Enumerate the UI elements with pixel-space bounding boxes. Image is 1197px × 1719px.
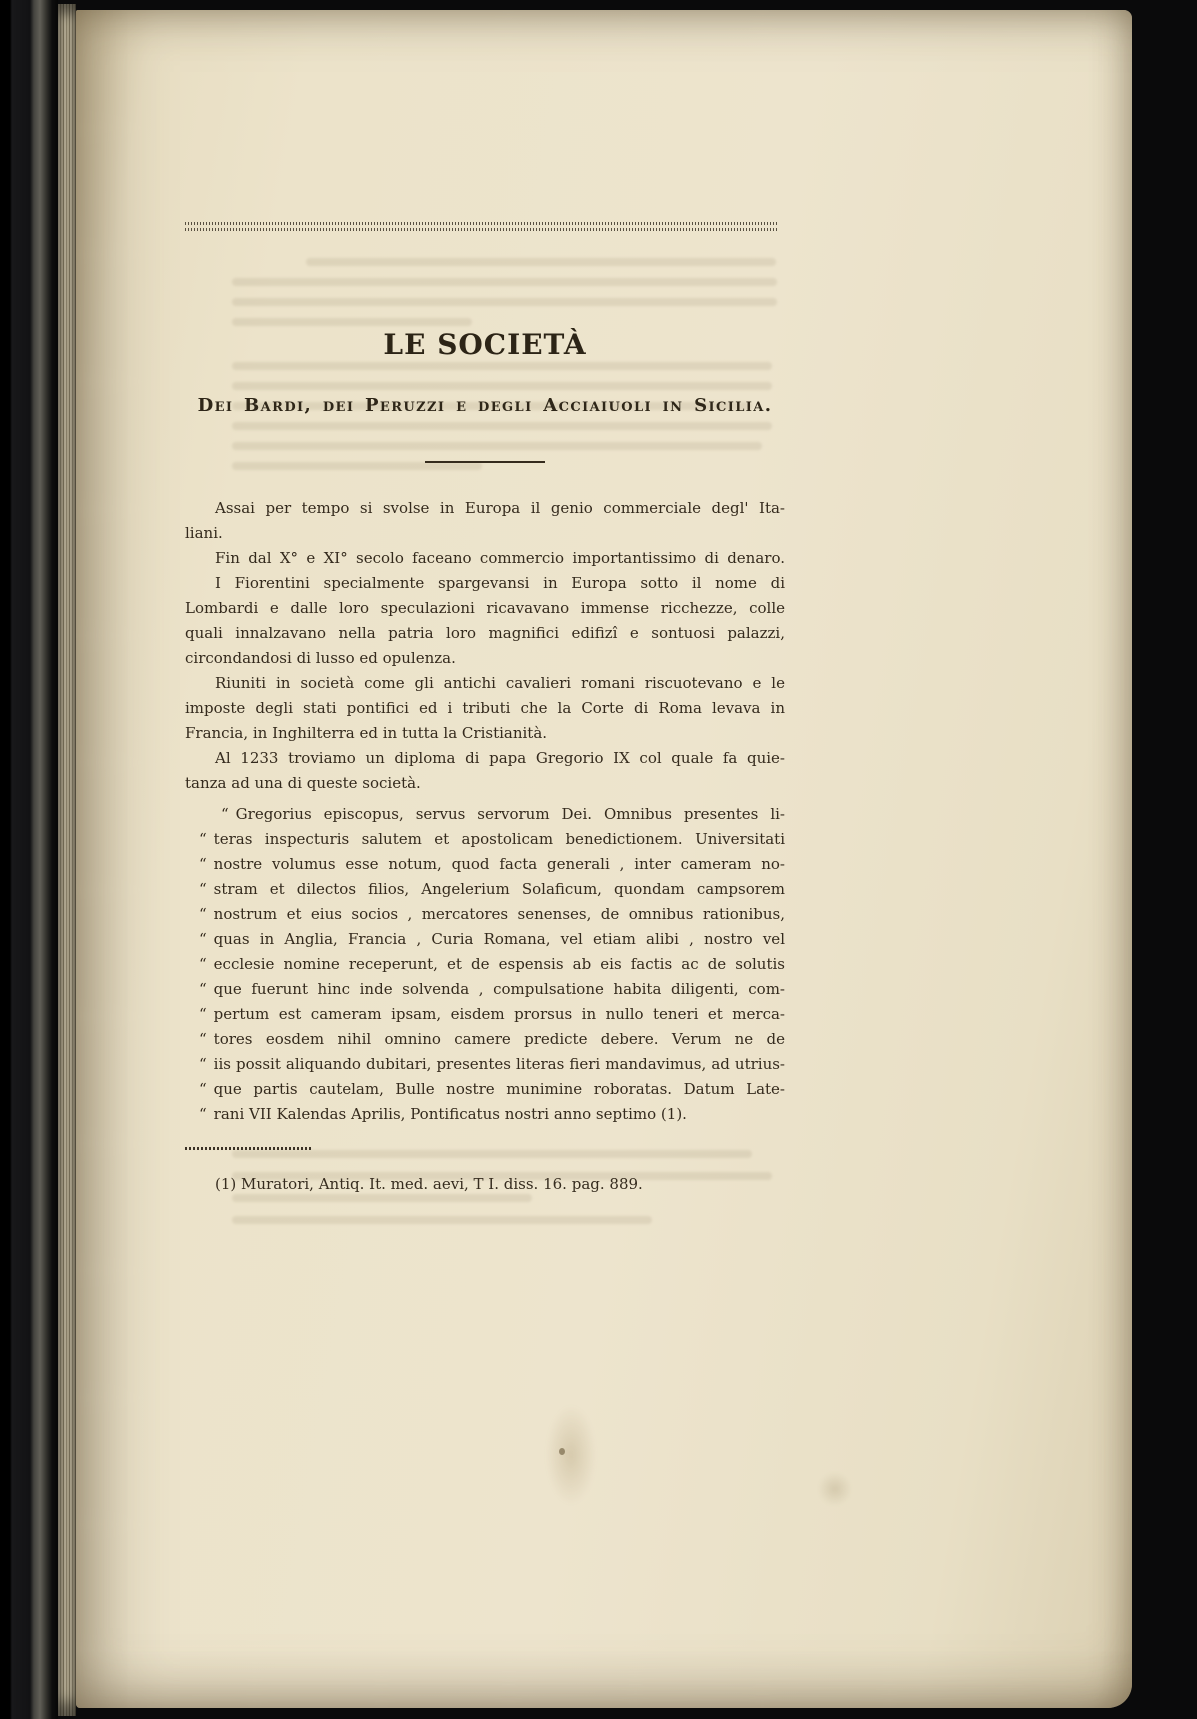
text-line: circondandosi di lusso ed opulenza.: [185, 649, 456, 667]
quote-text: nostre volumus esse notum, quod facta generali , inter cameram no-: [213, 855, 785, 873]
show-through-line: [232, 318, 472, 326]
quote-mark: “: [199, 830, 207, 848]
quote-text: que partis cautelam, Bulle nostre munimine roboratas. Datum Late-: [213, 1080, 785, 1098]
book-page: [76, 10, 1132, 1708]
quote-text: teras inspecturis salutem et apostolicam benedictionem. Universitati: [213, 830, 785, 848]
body-paragraph: [185, 671, 785, 746]
quote-line: [185, 952, 785, 977]
text-line: liani.: [185, 524, 223, 542]
paper-speck: [559, 1448, 565, 1455]
quote-text: iis possit aliquando dubitari, presentes literas fieri mandavimus, ad utrius-: [213, 1055, 785, 1073]
text-line: tanza ad una di queste società.: [185, 774, 421, 792]
show-through-line: [232, 278, 777, 286]
show-through-line: [306, 258, 776, 266]
show-through-line: [232, 382, 772, 390]
show-through-line: [232, 298, 777, 306]
quote-text: Gregorius episcopus, servus servorum Dei. Omnibus presentes li-: [235, 805, 785, 823]
body-paragraph: [185, 571, 785, 671]
quote-line: [185, 927, 785, 952]
quote-line: [185, 877, 785, 902]
show-through-line: [232, 462, 482, 470]
text-line: Fin dal X° e XI° secolo faceano commercio importantissimo di denaro.: [215, 549, 785, 567]
quote-mark: “: [199, 1080, 207, 1098]
body-paragraph: [185, 496, 785, 546]
text-line: quali innalzavano nella patria loro magnifici edifizî e sontuosi palazzi,: [185, 624, 785, 642]
show-through-line: [232, 1150, 752, 1158]
footnote-divider: [185, 1147, 313, 1150]
quote-mark: “: [199, 880, 207, 898]
quote-mark: “: [199, 905, 207, 923]
quote-text: tores eosdem nihil omnino camere predicte debere. Verum ne de: [213, 1030, 785, 1048]
footnote: (1) Muratori, Antiq. It. med. aevi, T I. diss. 16. pag. 889.: [215, 1175, 643, 1193]
body-paragraph: [185, 546, 785, 571]
text-line: Lombardi e dalle loro speculazioni ricavavano immense ricchezze, colle: [185, 599, 785, 617]
quote-mark: “: [199, 1055, 207, 1073]
quote-mark: “: [199, 930, 207, 948]
text-line: Francia, in Inghilterra ed in tutta la Cristianità.: [185, 724, 548, 742]
quote-line: [185, 852, 785, 877]
text-line: I Fiorentini specialmente spargevansi in Europa sotto il nome di: [215, 574, 785, 592]
show-through-line: [232, 422, 772, 430]
quote-text: rani VII Kalendas Aprilis, Pontificatus nostri anno septimo (1).: [213, 1105, 687, 1123]
quote-line: [185, 1002, 785, 1027]
quote-mark: “: [199, 1030, 207, 1048]
show-through-line: [232, 1194, 532, 1202]
text-line: Riuniti in società come gli antichi cavalieri romani riscuotevano e le: [215, 674, 785, 692]
title-divider: [425, 461, 545, 463]
quote-line: [185, 1052, 785, 1077]
show-through-line: [232, 362, 772, 370]
quote-line: [185, 1077, 785, 1102]
quote-line: [185, 902, 785, 927]
body-text: [185, 496, 785, 1127]
quote-mark: “: [199, 1105, 207, 1123]
ornamental-rule: [185, 222, 777, 231]
book-spine: [0, 0, 58, 1719]
quote-mark: “: [199, 855, 207, 873]
page-edges: [58, 4, 76, 1716]
quote-line: [185, 1102, 785, 1127]
quote-text: ecclesie nomine receperunt, et de espensis ab eis factis ac de solutis: [213, 955, 785, 973]
page-title: LE SOCIETÀ: [383, 328, 587, 361]
quote-mark: “: [199, 980, 207, 998]
text-line: Al 1233 troviamo un diploma di papa Gregorio IX col quale fa quie-: [215, 749, 785, 767]
text-line: Assai per tempo si svolse in Europa il genio commerciale degl' Ita-: [215, 499, 785, 517]
paper-stain: [818, 1472, 852, 1506]
quote-line: [185, 977, 785, 1002]
quote-text: quas in Anglia, Francia , Curia Romana, vel etiam alibi , nostro vel: [213, 930, 785, 948]
paper-stain: [546, 1405, 596, 1505]
quote-text: que fuerunt hinc inde solvenda , compulsatione habita diligenti, com-: [213, 980, 785, 998]
quote-text: pertum est cameram ipsam, eisdem prorsus in nullo teneri et merca-: [213, 1005, 785, 1023]
quote-text: stram et dilectos filios, Angelerium Solaficum, quondam campsorem: [213, 880, 785, 898]
page-subtitle: Dei Bardi, dei Peruzzi e degli Acciaiuoli in Sicilia.: [197, 395, 773, 416]
quote-line: [185, 1027, 785, 1052]
show-through-line: [232, 442, 762, 450]
quote-line: [185, 827, 785, 852]
body-paragraph: [185, 746, 785, 796]
show-through-line: [232, 1216, 652, 1224]
quote-mark: “: [199, 1005, 207, 1023]
text-line: imposte degli stati pontifici ed i tributi che la Corte di Roma levava in: [185, 699, 785, 717]
quote-text: nostrum et eius socios , mercatores senenses, de omnibus rationibus,: [213, 905, 785, 923]
quote-mark: “: [199, 955, 207, 973]
quote-mark: “: [221, 805, 229, 823]
quote-line: [185, 802, 785, 827]
latin-quote: [185, 802, 785, 1127]
